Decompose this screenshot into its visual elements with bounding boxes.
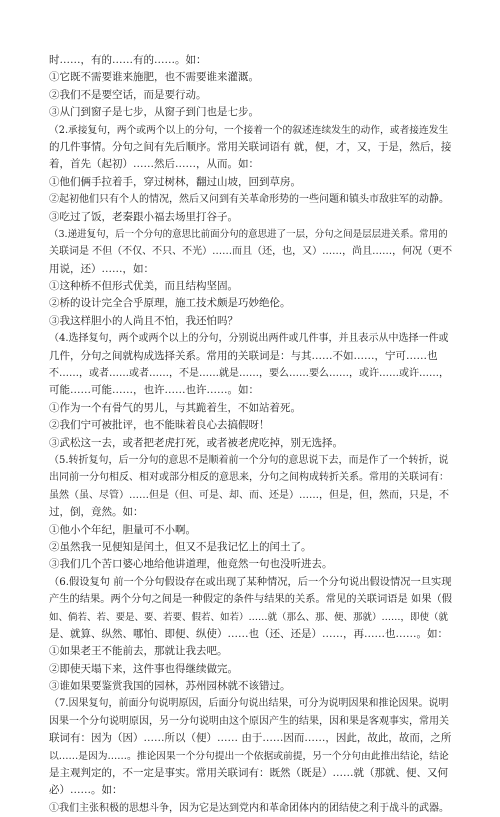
- text-line: 是主观判定的，不一定是事实。常用关联词有：既然（既是）……就（那就、便、又何: [49, 767, 448, 780]
- text-line: 几件，分句之间就构成选择关系。常用的关联词是：与其……不如……，宁可……也: [49, 349, 438, 362]
- text-line: 联词有：因为（因）……所以（便）…… 由于……因而……，因此，故此，故而，之所: [49, 732, 452, 745]
- text-line: ②桥的设计完全合乎原理，施工技术颇是巧妙绝伦。: [49, 297, 291, 310]
- text-line: 不……，或者……或者……，不是……就是……，要么……要么……，或许……或许……，: [49, 368, 449, 380]
- text-line: 关联词是 不但（不仅、不只、不光）……而且（还，也，又）……，尚且……，何况（更不: [49, 246, 453, 258]
- text-line: ②即使天塌下来，这件事也得继续做完。: [49, 662, 238, 675]
- text-line: （3.递进复句，后一个分句的意思比前面分句的意思进了一层，分句之间是层层进关系。常用的: [49, 228, 448, 240]
- text-line: 时……，有的……有的……。如：: [49, 54, 207, 66]
- text-line: 出同前一分句相反、相对或部分相反的意思来，分句之间构成转折关系。常用的关联词有：: [49, 472, 449, 484]
- text-line: 必）……。如：: [49, 784, 123, 797]
- text-line: ②我们不是要空话，而是要行动。: [49, 88, 207, 101]
- text-line: （5.转折复句，后一分句的意思不是顺着前一个分句的意思说下去，而是作了一个转折，说: [49, 454, 449, 466]
- text-line: ③从门到窗子是七步，从窗子到门也是七步。: [49, 106, 259, 119]
- text-line: 的几件事情。分句之间有先后顺序。常用关联词语有 就，便，才，又，于是，然后，接: [49, 140, 452, 153]
- text-line: 过，倒，竟然。如：: [49, 506, 144, 519]
- document-page: [49, 52, 455, 817]
- text-line: ①作为一个有骨气的男儿，与其跪着生，不如站着死。: [49, 401, 301, 414]
- text-line: 可能……可能……，也许……也许……。如：: [49, 384, 259, 397]
- text-line: 用说，还）……，如：: [49, 262, 154, 275]
- text-line: ③谁如果要鉴赏我国的园林，苏州园林就不该错过。: [49, 680, 291, 693]
- text-line: ③我们几个苦口婆心地给他讲道理，他竟然一句也没听进去。: [49, 558, 333, 571]
- text-line: ①我们主张积极的思想斗争，因为它是达到党内和革命团体内的团结使之利于战斗的武器。: [49, 802, 449, 814]
- text-line: ①如果老王不能前去，那就让我去吧。: [49, 645, 228, 658]
- text-line: （2.承接复句，两个或两个以上的分句，一个接着一个的叙述连续发生的动作，或者接连发生: [49, 124, 449, 136]
- text-line: ②起初他们只有个人的情况，然后又问到有关革命形势的一些问题和镇头市敌驻军的动静。: [49, 194, 449, 206]
- text-line: （4.选择复句，两个或两个以上的分句，分别说出两件或几件事，并且表示从中选择一件或: [49, 333, 449, 345]
- text-line: ②我们宁可被批评，也不能昧着良心去搞假呀！: [49, 419, 270, 432]
- text-line: 以……是因为……。推论因果一个分句提出一个依据或前提，另一个分句由此推出结论，结论: [49, 750, 449, 762]
- text-line: ③吃过了饭，老秦跟小福去场里打谷子。: [49, 210, 238, 223]
- text-line: 如、倘若、若、要是、要、若要、假若、如若）……就（那么、那、便、那就）……，即使（就: [49, 611, 449, 623]
- text-line: 产生的结果。两个分句之间是一种假定的条件与结果的关系。常见的关联词语是 如果（假: [49, 593, 453, 606]
- text-line: ②虽然我一见便知是闰土，但又不是我记忆上的闰土了。: [49, 540, 312, 553]
- text-line: （6.假设复句 前一个分句假设存在或出现了某种情况，后一个分句说出假设情况一旦实现: [49, 575, 452, 588]
- text-line: ①它既不需要谁来施肥，也不需要谁来灌溉。: [49, 71, 259, 84]
- text-line: ③武松这一去，或者把老虎打死，或者被老虎吃掉，别无选择。: [49, 436, 343, 449]
- text-line: 着，首先（起初）……然后……，从而。如：: [49, 158, 259, 171]
- text-line: ①这种桥不但形式优美，而且结构坚固。: [49, 280, 238, 293]
- text-line: ③我这样胆小的人尚且不怕，我还怕吗？: [49, 314, 238, 327]
- text-line: 是、就算、纵然、哪怕、即便、纵使）……也（还、还是）……，再……也……。如：: [49, 627, 448, 640]
- text-line: （7.因果复句，前面分句说明原因，后面分句说出结果，可分为说明因果和推论因果。说明: [49, 698, 449, 710]
- text-line: ①他小个年纪，胆量可不小啊。: [49, 523, 196, 536]
- text-line: 因果一个分句说明原因，另一分句说明由这个原因产生的结果，因和果是客观事实，常用关: [49, 715, 449, 727]
- text-line: 虽然（虽、尽管）……但是（但、可是、却、而、还是）……，但是，但，然而，只是，不: [49, 489, 449, 501]
- text-line: ①他们俩手拉着手，穿过树林，翻过山坡，回到草房。: [49, 175, 301, 188]
